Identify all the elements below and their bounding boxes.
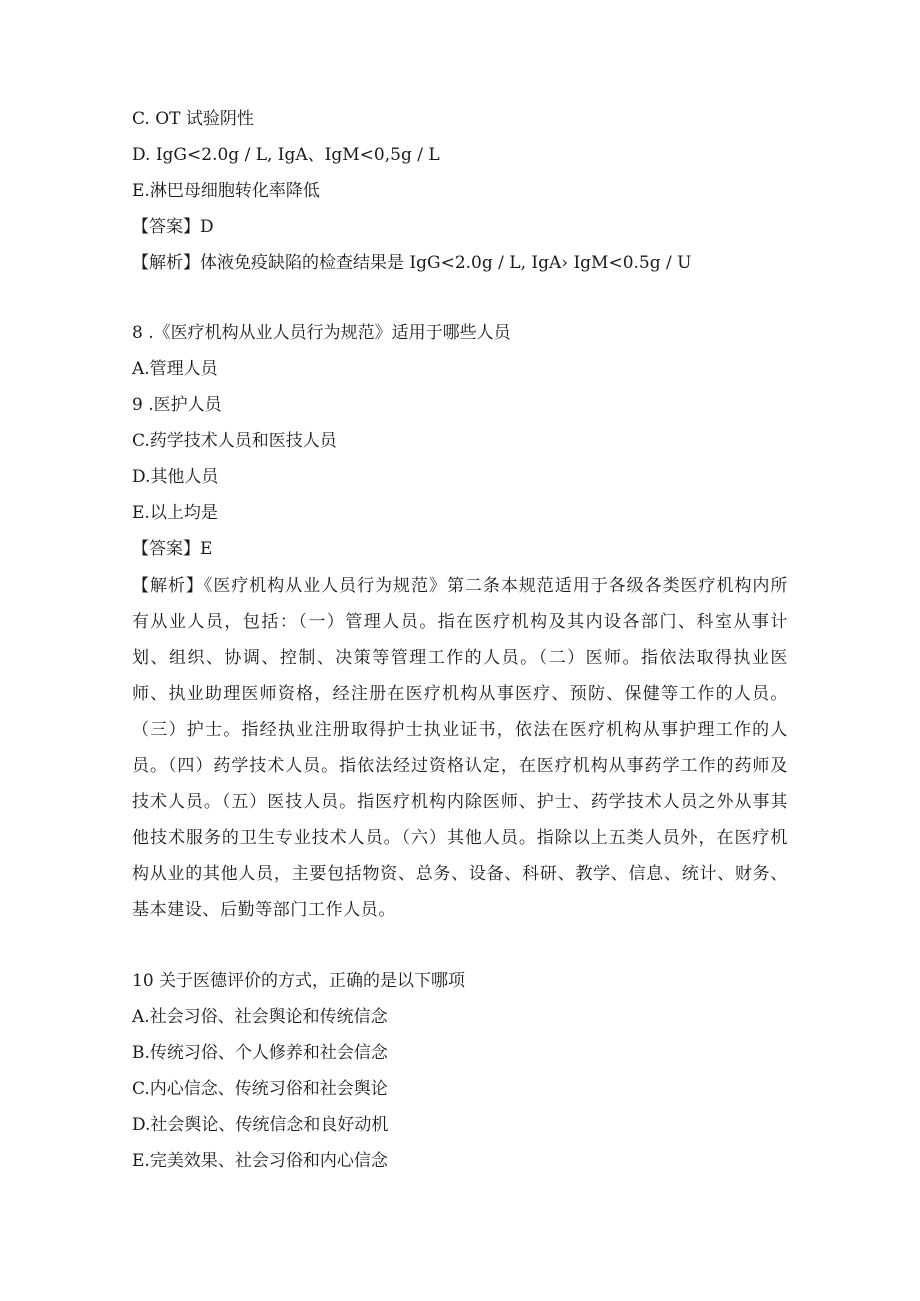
option-d: D.其他人员 bbox=[132, 467, 219, 487]
answer-line: 【答案】E bbox=[132, 539, 213, 559]
option-c: C. OT 试验阴性 bbox=[132, 109, 254, 129]
option-a: A.管理人员 bbox=[132, 359, 218, 379]
question-8: 8 .《医疗机构从业人员行为规范》适用于哪些人员 bbox=[132, 323, 511, 343]
analysis-paragraph: 【解析】《医疗机构从业人员行为规范》第二条本规范适用于各级各类医疗机构内所有从业人员，包括：（一）管理人员。指在医疗机构及其内设各部门、科室从事计划、组织、协调、控制、决策等管理工作的人员。（二）医师。指依法取得执业医师、执业助理医师资格，经注册在医疗机构从事医疗、预防、保健等工作的人员。（三）护士。指经执业注册取得护士执业证书，依法在医疗机构从事护理工作的人员。（四）药学技术人员。指依法经过资格认定，在医疗机构从事药学工作的药师及技术人员。（五）医技人员。指医疗机构内除医师、护士、药学技术人员之外从事其他技术服务的卫生专业技术人员。（六）其他人员。指除以上五类人员外，在医疗机构从业的其他人员，主要包括物资、总务、设备、科研、教学、信息、统计、财务、基本建设、后勤等部门工作人员。 bbox=[132, 576, 788, 920]
question-10: 10 关于医德评价的方式，正确的是以下哪项 bbox=[132, 971, 466, 991]
option-b: B.传统习俗、个人修养和社会信念 bbox=[132, 1043, 388, 1063]
option-b: 9 .医护人员 bbox=[132, 395, 222, 415]
option-c: C.内心信念、传统习俗和社会舆论 bbox=[132, 1079, 388, 1099]
option-e: E.完美效果、社会习俗和内心信念 bbox=[132, 1151, 388, 1171]
answer-line: 【答案】D bbox=[132, 217, 214, 237]
analysis-line: 【解析】体液免疫缺陷的检查结果是 IgG<2.0g / L, IgA› IgM<0.5g / U bbox=[132, 253, 692, 273]
option-e: E.淋巴母细胞转化率降低 bbox=[132, 181, 320, 201]
option-e: E.以上均是 bbox=[132, 503, 218, 523]
option-d: D.社会舆论、传统信念和良好动机 bbox=[132, 1115, 389, 1135]
option-d: D. IgG<2.0g / L, IgA、IgM<0,5g / L bbox=[132, 145, 440, 165]
option-c: C.药学技术人员和医技人员 bbox=[132, 431, 337, 451]
option-a: A.社会习俗、社会舆论和传统信念 bbox=[132, 1007, 388, 1027]
